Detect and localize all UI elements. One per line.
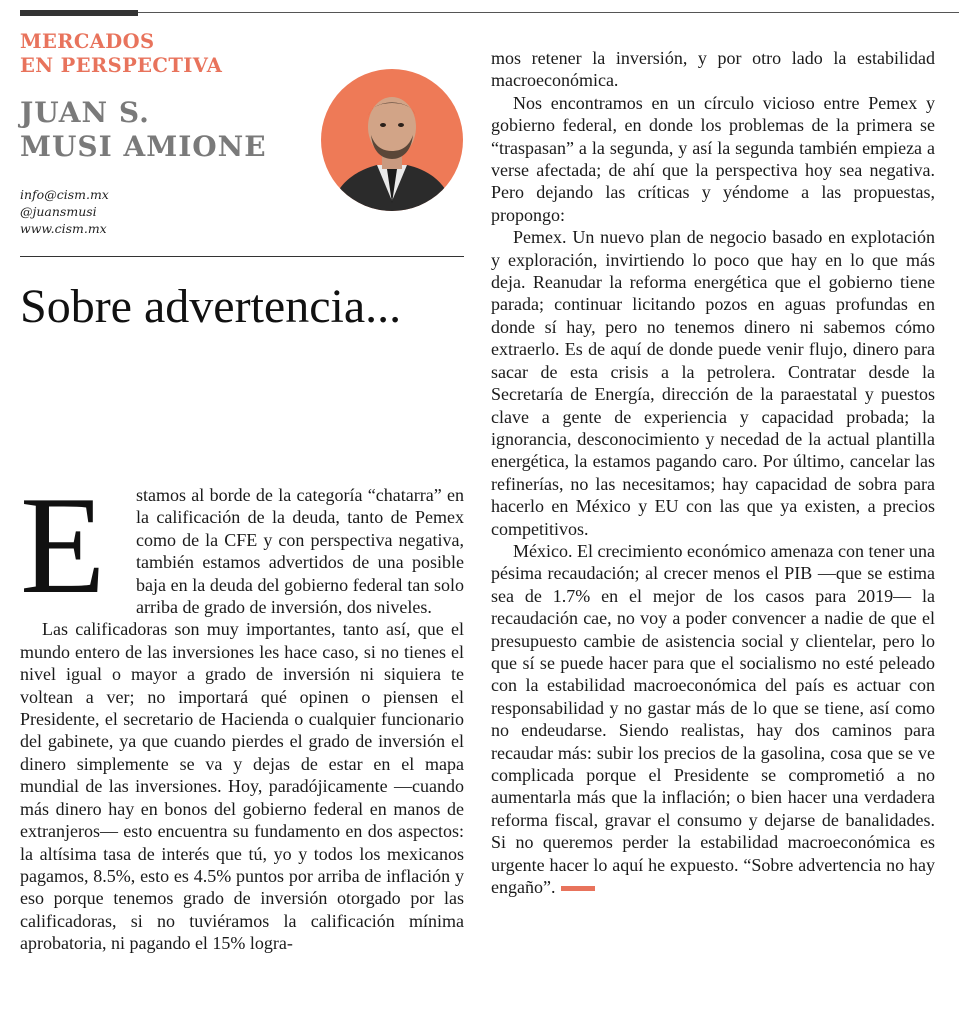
article-column-left xyxy=(20,424,464,955)
author-photo xyxy=(321,69,463,211)
author-name-line2: MUSI AMIONE xyxy=(20,130,267,163)
top-rule-accent xyxy=(20,10,138,16)
paragraph-1 xyxy=(20,468,464,623)
author-portrait-icon xyxy=(321,69,463,211)
paragraph-5 xyxy=(491,540,935,899)
section-title-line1: MERCADOS xyxy=(20,30,155,53)
article-headline: Sobre advertencia... xyxy=(20,280,402,333)
author-twitter: @juansmusi xyxy=(20,204,97,219)
author-website: www.cism.mx xyxy=(20,221,107,236)
paragraph-4: Pemex. Un nuevo plan de negocio basado en explotación y exploración, invirtiendo lo poco que hay en lo que más deja. Reanudar la reforma energética que el gobierno tiene parada; continuar licitando pozos en aguas profundas en donde sí hay, pero no tenemos dinero ni sabemos cómo extraerlo. Es de aquí de donde puede venir flujo, dinero para sacar de esta crisis a la petrolera. Contratar desde la Secretaría de Energía, dirección de la paraestatal y puestos clave a gente de experiencia y capacidad probada; la ignorancia, desconocimiento y necedad de la actual plantilla energética, la estamos pagando caro. Por último, cancelar las refinerías, no las necesitamos; hay capacidad de sobra para hacerlo en México y EU con las que ya existen, a precios competitivos. xyxy=(491,227,935,539)
paragraph-3: Nos encontramos en un círculo vicioso entre Pemex y gobierno federal, en donde los problemas de la primera se “traspasan” a la segunda, y así la segunda también empieza a verse afectada; de ahí que la perspectiva hoy sea negativa. Pero dejando las críticas y yéndome a las propuestas, propongo: xyxy=(491,92,935,225)
paragraph-1-text: stamos al borde de la categoría “chatarra” en la calificación de la deuda, tanto de Pemex como de la CFE y con perspectiva negativa, también estamos advertidos de una posible baja en la deuda del gobierno federal tan solo arriba de grado de inversión, dos niveles. xyxy=(136,485,464,618)
end-mark xyxy=(561,886,595,891)
header-divider xyxy=(20,256,464,257)
author-contacts xyxy=(20,186,220,237)
author-email: info@cism.mx xyxy=(20,187,109,202)
section-title xyxy=(20,30,280,78)
author-name-line1: JUAN S. xyxy=(20,96,150,129)
author-name xyxy=(20,96,310,164)
article-column-right xyxy=(491,47,935,898)
section-title-line2: EN PERSPECTIVA xyxy=(20,54,223,77)
top-rule xyxy=(20,12,959,13)
drop-cap: E xyxy=(20,468,106,623)
paragraph-2-continued: mos retener la inversión, y por otro lado la estabilidad macroeconómica. xyxy=(491,48,935,91)
paragraph-2: Las calificadoras son muy importantes, tanto así, que el mundo entero de las inversiones les hace caso, si no tienes el nivel igual o mayor a grado de inversión ni siquiera te voltean a ver; no importará qué opinen o piensen el Presidente, el secretario de Hacienda o cualquier funcionario del gabinete, ya que cuando pierdes el grado de inversión el dinero simplemente se va y dejas de estar en el mapa mundial de las inversiones. Hoy, paradójicamente —cuando más dinero hay en bonos del gobierno federal en manos de extranjeros— esto encuentra su fundamento en dos aspectos: la altísima tasa de interés que tú, yo y todos los mexicanos pagamos, 8.5%, esto es 4.5% puntos por arriba de inflación y eso porque tenemos grado de inversión otorgado por las calificadoras, si no tuviéramos la calificación mínima aprobatoria, ni pagando el 15% logra- xyxy=(20,619,464,954)
paragraph-5-text: México. El crecimiento económico amenaza con tener una pésima recaudación; al crecer menos el PIB —que se estima sea de 1.7% en el mejor de los casos para 2019— la recaudación cae, no voy a poder convencer a nadie de que el presupuesto cambie de asistencia social y clientelar, pero lo que sí se puede hacer para que el socialismo no esté peleado con la estabilidad macroeconómica del país es actuar con responsabilidad y no gastar más de lo que se tiene, así como no endeudarse. Siendo realistas, hay dos caminos para recaudar más: subir los precios de la gasolina, cosa que se ve complicada porque el Presidente se comprometió a no aumentarla más que la inflación; o bien hacer una verdadera reforma fiscal, gravar el consumo y dejarse de banalidades. Si no queremos perder la estabilidad macroeconómica es urgente hacer lo aquí he expuesto. “Sobre advertencia no hay engaño”. xyxy=(491,540,935,898)
